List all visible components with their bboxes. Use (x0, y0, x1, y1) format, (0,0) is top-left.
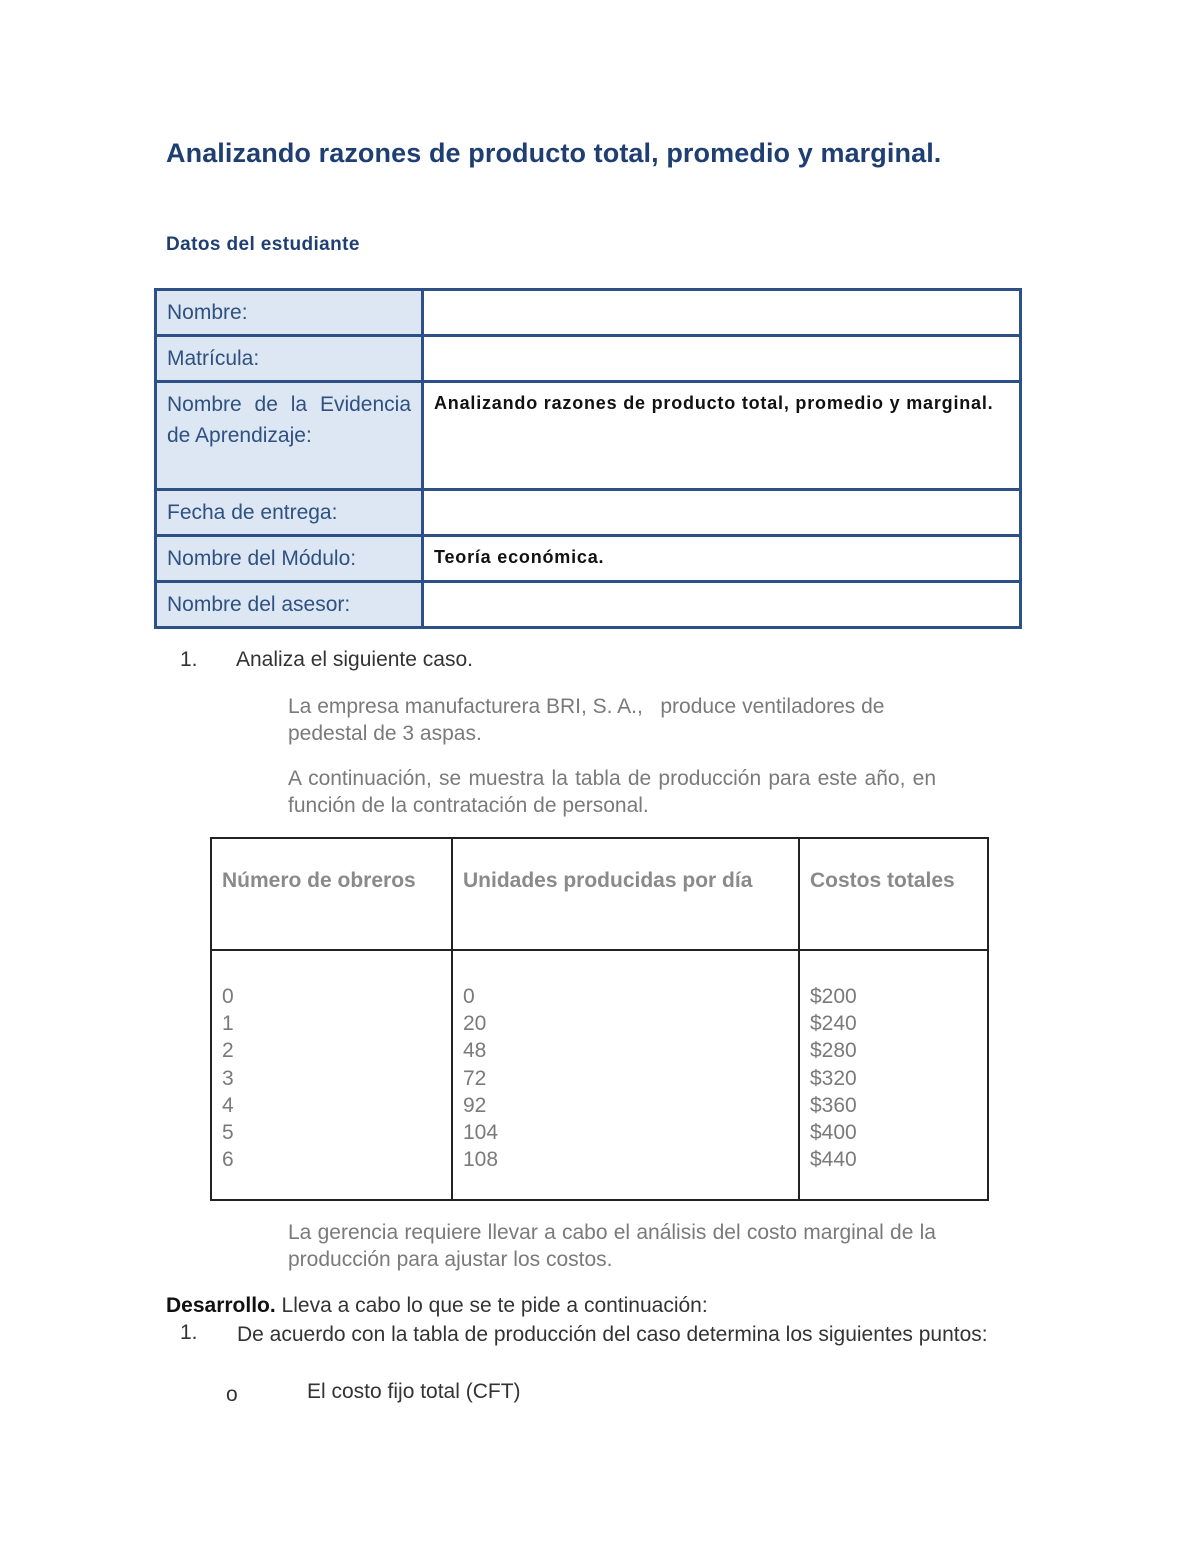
units-value: 48 (463, 1039, 487, 1063)
workers-value: 3 (222, 1066, 234, 1090)
costs-value: $360 (810, 1093, 857, 1117)
workers-value: 6 (222, 1148, 234, 1172)
units-value: 108 (463, 1148, 499, 1172)
row-label-matricula: Matrícula: (156, 336, 423, 382)
item-text: De acuerdo con la tabla de producción del caso determina los siguientes puntos: (237, 1323, 988, 1346)
header-costs: Costos totales (799, 838, 988, 950)
costs-value: $440 (810, 1148, 857, 1172)
units-value: 104 (463, 1120, 499, 1144)
table-header-row (211, 838, 988, 950)
costs-value: $240 (810, 1012, 857, 1036)
table-row (156, 382, 1021, 490)
table-row (156, 290, 1021, 336)
production-table (210, 837, 989, 1201)
row-value-evidencia: Analizando razones de producto total, promedio y marginal. (423, 382, 1021, 490)
item-number: 1. (180, 1321, 198, 1344)
student-data-table (154, 288, 1022, 629)
units-value: 92 (463, 1093, 487, 1117)
workers-column (211, 950, 452, 1200)
case-paragraph-3: La gerencia requiere llevar a cabo el análisis del costo marginal de la producción para ajustar los costos. (288, 1221, 936, 1271)
section-subtitle: Datos del estudiante (166, 234, 360, 255)
costs-value: $280 (810, 1039, 857, 1063)
costs-value: $200 (810, 985, 857, 1008)
units-value: 0 (463, 985, 475, 1008)
units-value: 72 (463, 1066, 487, 1090)
workers-value: 4 (222, 1093, 234, 1117)
row-label-evidencia: Nombre de la Evidencia de Aprendizaje: (156, 382, 423, 490)
case-paragraph-2: A continuación, se muestra la tabla de producción para este año, en función de la contratación de personal. (288, 767, 936, 817)
table-row (156, 490, 1021, 536)
costs-column (799, 950, 988, 1200)
costs-value: $320 (810, 1066, 857, 1090)
row-value-fecha (423, 490, 1021, 536)
workers-value: 1 (222, 1012, 234, 1036)
units-column (452, 950, 799, 1200)
development-line (166, 1294, 708, 1318)
case-paragraph-1: La empresa manufacturera BRI, S. A., produce ventiladores de pedestal de 3 aspas. (288, 695, 891, 745)
row-value-modulo: Teoría económica. (423, 536, 1021, 582)
row-label-nombre: Nombre: (156, 290, 423, 336)
workers-value: 0 (222, 985, 234, 1008)
table-row (156, 582, 1021, 628)
table-row (156, 336, 1021, 382)
row-value-asesor (423, 582, 1021, 628)
units-value: 20 (463, 1012, 487, 1036)
workers-value: 2 (222, 1039, 234, 1063)
header-units: Unidades producidas por día (452, 838, 799, 950)
table-row (156, 536, 1021, 582)
document-title: Analizando razones de producto total, promedio y marginal. (166, 138, 942, 168)
question-text: Analiza el siguiente caso. (236, 648, 473, 671)
row-value-matricula (423, 336, 1021, 382)
bullet-item-text: El costo fijo total (CFT) (307, 1380, 521, 1403)
row-value-nombre (423, 290, 1021, 336)
workers-value: 5 (222, 1120, 234, 1144)
development-text: Lleva a cabo lo que se te pide a continuación: (275, 1294, 708, 1317)
table-row (211, 950, 988, 1200)
row-label-modulo: Nombre del Módulo: (156, 536, 423, 582)
development-label: Desarrollo. (166, 1294, 276, 1317)
question-number: 1. (180, 648, 198, 671)
bullet-marker: o (226, 1383, 238, 1406)
row-label-asesor: Nombre del asesor: (156, 582, 423, 628)
costs-value: $400 (810, 1120, 857, 1144)
row-label-fecha: Fecha de entrega: (156, 490, 423, 536)
header-workers: Número de obreros (211, 838, 452, 950)
